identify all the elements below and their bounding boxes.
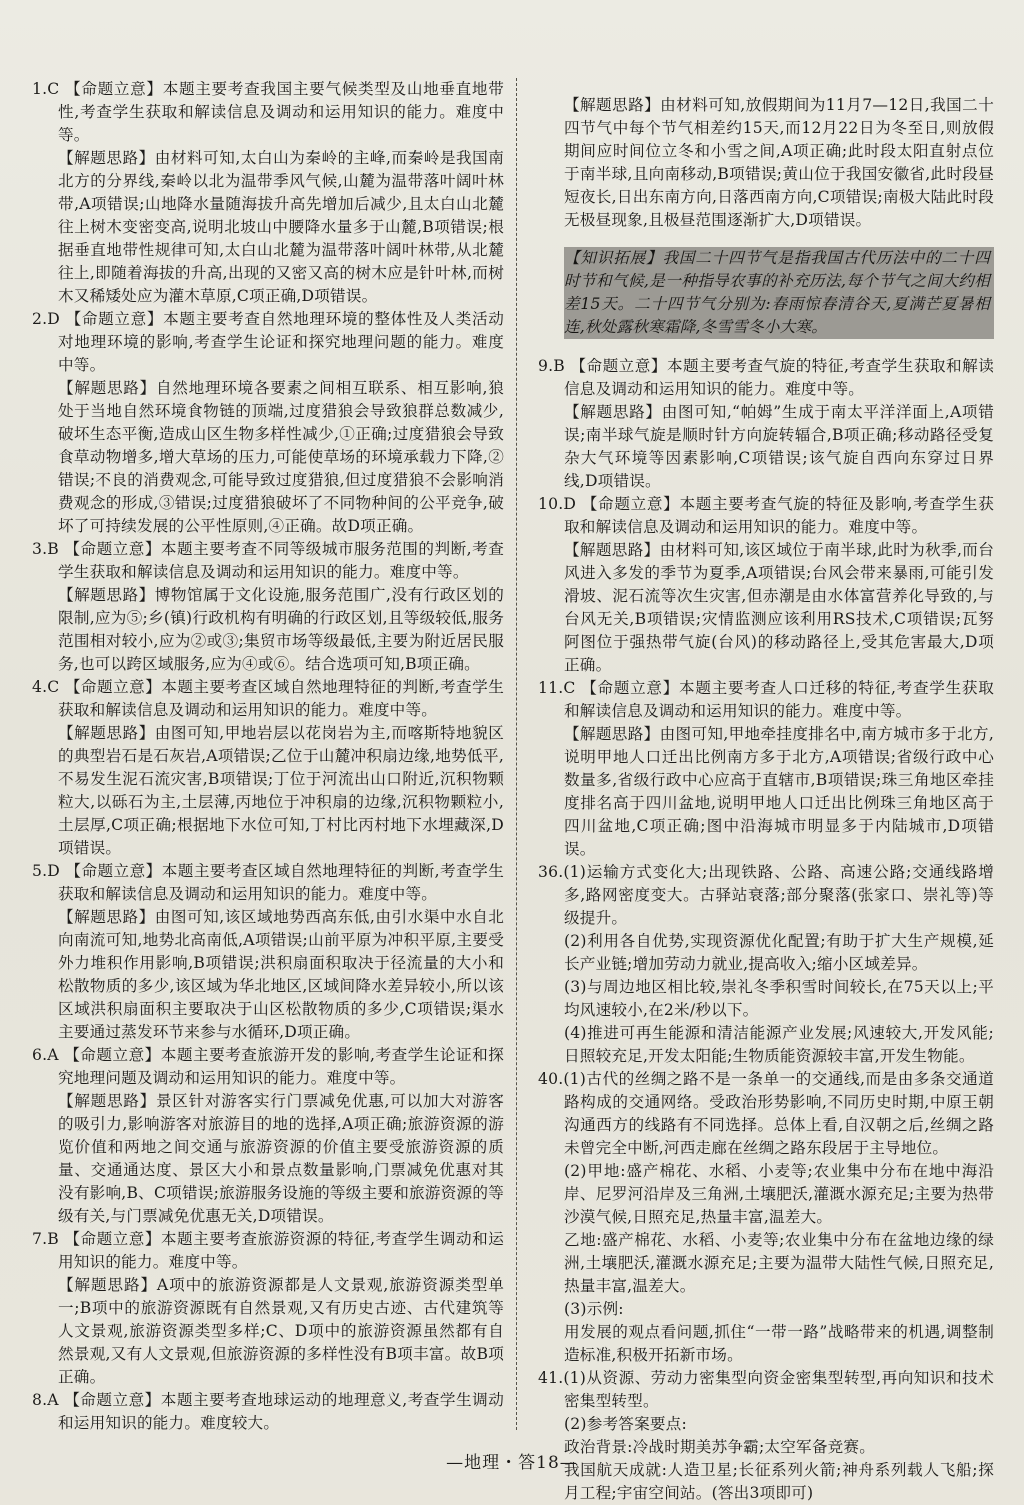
item-8-explanation: 【解题思路】由材料可知,放假期间为11月7—12日,我国二十四节气中每个节气相差约15天,而12月22日为冬至日,则放假期间应时间位立冬和小雪之间,A项正确;此时段太阳直射点位于南半球,且向南移动,B项错误;黄山位于我国安徽省,此时段昼短夜长,日出东南方向,日落西南方向,C项错误;南极大陆此时段无极昼现象,且极昼范围逐渐扩大,D项错误。 [564, 95, 994, 229]
answer-item-8 [32, 1389, 504, 1435]
item-lead: 4.C 【命题立意】本题主要考查区域自然地理特征的判断,考查学生获取和解读信息及调动和运用知识的能力。难度中等。 [32, 678, 504, 719]
item-explanation: 【解题思路】博物馆属于文化设施,服务范围广,没有行政区划的限制,应为⑤;乡(镇)行政机构有明确的行政区划,且等级较低,服务范围相对较小,应为②或③;集贸市场等级最低,主要为附近居民服务,也可以跨区域服务,应为④或⑥。结合选项可知,B项正确。 [58, 586, 504, 673]
item-explanation: 【解题思路】由图可知,甲地牵挂度排名中,南方城市多于北方,说明甲地人口迁出比例南方多于北方,A项错误;省级行政中心数量多,省级行政中心应高于直辖市,B项错误;珠三角地区牵挂度排名高于四川盆地,说明甲地人口迁出比例珠三角地区高于四川盆地,C项正确;图中沿海城市明显多于内陆城市,D项错误。 [564, 724, 994, 858]
item-lead: 40.(1)古代的丝绸之路不是一条单一的交通线,而是由多条交通道路构成的交通网络。受政治形势影响,不同历史时期,中原王朝沟通西方的线路有不同选择。总体上看,自汉朝之后,丝绸之路未曾完全中断,河西走廊在丝绸之路东段居于主导地位。 [538, 1069, 994, 1157]
item-part: (2)参考答案要点: [564, 1414, 687, 1433]
item-lead: 36.(1)运输方式变化大;出现铁路、公路、高速公路;交通线路增多,路网密度变大。古驿站衰落;部分聚落(张家口、崇礼等)等级提升。 [538, 862, 994, 927]
item-part: 我国航天成就:人造卫星;长征系列火箭;神舟系列载人飞船;探月工程;宇宙空间站。(答出3项即可) [564, 1460, 994, 1502]
item-explanation: 【解题思路】A项中的旅游资源都是人文景观,旅游资源类型单一;B项中的旅游资源既有自然景观,又有历史古迹、古代建筑等人文景观,旅游资源类型多样;C、D项中的旅游资源虽然都有自然景观,又有人文景观,但旅游资源的多样性没有B项丰富。故B项正确。 [58, 1276, 504, 1386]
item-lead: 11.C 【命题立意】本题主要考查人口迁移的特征,考查学生获取和解读信息及调动和运用知识的能力。难度中等。 [538, 678, 994, 720]
column-divider [516, 78, 517, 1430]
answer-item-36 [538, 861, 994, 1068]
item-part: 政治背景:冷战时期美苏争霸;太空军备竞赛。 [564, 1437, 875, 1456]
item-explanation: 【解题思路】由材料可知,太白山为秦岭的主峰,而秦岭是我国南北方的分界线,秦岭以北为温带季风气候,山麓为温带落叶阔叶林带,A项错误;山地降水量随海拔升高先增加后减少,且太白山北麓往上树木变密变高,说明北坡山中腰降水量多于山麓,B项错误;根据垂直地带性规律可知,太白山北麓为温带落叶阔叶林带,从北麓往上,即随着海拔的升高,出现的又密又高的树木应是针叶林,而树木又稀矮处应为灌木草原,C项正确,D项错误。 [58, 149, 504, 305]
item-lead: 6.A 【命题立意】本题主要考查旅游开发的影响,考查学生论证和探究地理问题及调动和运用知识的能力。难度中等。 [32, 1046, 504, 1087]
item-lead: 3.B 【命题立意】本题主要考查不同等级城市服务范围的判断,考查学生获取和解读信息及调动和运用知识的能力。难度中等。 [32, 540, 504, 581]
answer-item-9 [538, 355, 994, 493]
item-explanation: 【解题思路】由图可知,该区域地势西高东低,由引水渠中水自北向南流可知,地势北高南低,A项错误;山前平原为冲积平原,主要受外力堆积作用影响,B项错误;洪积扇面积取决于径流量的大小和松散物质的多少,该区域为华北地区,区域间降水差异较小,所以该区域洪积扇面积主要取决于山区松散物质的多少,C项错误;渠水主要通过蒸发环节来参与水循环,D项正确。 [58, 908, 504, 1041]
left-column [32, 78, 504, 1435]
item-explanation: 【解题思路】由图可知,“帕姆”生成于南太平洋洋面上,A项错误;南半球气旋是顺时针方向旋转辐合,B项正确;移动路径受复杂大气环境等因素影响,C项错误;该气旋自西向东穿过日界线,D项错误。 [564, 402, 994, 490]
answer-item-11 [538, 677, 994, 861]
item-part: (3)示例: [564, 1299, 624, 1318]
page-footer: —地理・答18— [446, 1453, 578, 1473]
item-lead: 5.D 【命题立意】本题主要考查区域自然地理特征的判断,考查学生获取和解读信息及调动和运用知识的能力。难度中等。 [32, 862, 504, 903]
item-lead: 41.(1)从资源、劳动力密集型向资金密集型转型,再向知识和技术密集型转型。 [538, 1368, 994, 1410]
answer-item-5 [32, 860, 504, 1044]
answer-item-1 [32, 78, 504, 308]
item-part: 乙地:盛产棉花、水稻、小麦等;农业集中分布在盆地边缘的绿洲,土壤肥沃,灌溉水源充足;主要为温带大陆性气候,日照充足,热量丰富,温差大。 [564, 1230, 994, 1295]
item-part: (3)与周边地区相比较,崇礼冬季积雪时间较长,在75天以上;平均风速较小,在2米/秒以下。 [564, 977, 994, 1019]
answer-item-6 [32, 1044, 504, 1228]
answer-item-3 [32, 538, 504, 676]
item-explanation: 【解题思路】景区针对游客实行门票减免优惠,可以加大对游客的吸引力,影响游客对旅游目的地的选择,A项正确;旅游资源的游览价值和两地之间交通与旅游资源的价值主要受旅游资源的质量、交通通达度、景区大小和景点数量影响,门票减免优惠对其没有影响,B、C项错误;旅游服务设施的等级主要和旅游资源的等级有关,与门票减免优惠无关,D项错误。 [58, 1092, 504, 1225]
item-part: (2)甲地:盛产棉花、水稻、小麦等;农业集中分布在地中海沿岸、尼罗河沿岸及三角洲,土壤肥沃,灌溉水源充足;主要为热带沙漠气候,日照充足,热量丰富,温差大。 [564, 1161, 994, 1226]
right-column [538, 78, 994, 1505]
answer-item-2 [32, 308, 504, 538]
item-part: (4)推进可再生能源和清洁能源产业发展;风速较大,开发风能;日照较充足,开发太阳能;生物质能资源较丰富,开发生物能。 [564, 1023, 994, 1065]
item-lead: 7.B 【命题立意】本题主要考查旅游资源的特征,考查学生调动和运用知识的能力。难度中等。 [32, 1230, 504, 1271]
answer-item-41 [538, 1367, 994, 1505]
answer-item-40 [538, 1068, 994, 1367]
item-explanation: 【解题思路】由材料可知,该区域位于南半球,此时为秋季,而台风进入多发的季节为夏季,A项错误;台风会带来暴雨,可能引发滑坡、泥石流等次生灾害,但赤潮是由水体富营养化导致的,与台风无关,B项错误;灾情监测应该利用RS技术,C项错误;瓦努阿图位于强热带气旋(台风)的移动路径上,受其危害最大,D项正确。 [564, 540, 994, 674]
item-lead: 8.A 【命题立意】本题主要考查地球运动的地理意义,考查学生调动和运用知识的能力。难度较大。 [32, 1391, 504, 1432]
item-part: (2)利用各自优势,实现资源优化配置;有助于扩大生产规模,延长产业链;增加劳动力就业,提高收入;缩小区域差异。 [564, 931, 994, 973]
answer-item-4 [32, 676, 504, 860]
item-part: 用发展的观点看问题,抓住“一带一路”战略带来的机遇,调整制造标准,积极开拓新市场。 [564, 1322, 994, 1364]
item-lead: 2.D 【命题立意】本题主要考查自然地理环境的整体性及人类活动对地理环境的影响,考查学生论证和探究地理问题的能力。难度中等。 [32, 310, 504, 374]
answer-item-10 [538, 493, 994, 677]
knowledge-box: 【知识拓展】我国二十四节气是指我国古代历法中的二十四时节和气候,是一种指导农事的补充历法,每个节气之间大约相差15天。二十四节气分别为:春雨惊春清谷天,夏满芒夏暑相连,秋处露秋寒霜降,冬雪雪冬小大寒。 [564, 247, 994, 339]
item-lead: 1.C 【命题立意】本题主要考查我国主要气候类型及山地垂直地带性,考查学生获取和解读信息及调动和运用知识的能力。难度中等。 [32, 80, 504, 144]
item-lead: 10.D 【命题立意】本题主要考查气旋的特征及影响,考查学生获取和解读信息及调动和运用知识的能力。难度中等。 [538, 494, 994, 536]
item-lead: 9.B 【命题立意】本题主要考查气旋的特征,考查学生获取和解读信息及调动和运用知识的能力。难度中等。 [538, 356, 994, 398]
answer-item-7 [32, 1228, 504, 1389]
item-explanation: 【解题思路】自然地理环境各要素之间相互联系、相互影响,狼处于当地自然环境食物链的顶端,过度猎狼会导致狼群总数减少,破坏生态平衡,造成山区生物多样性减少,①正确;过度猎狼会导致食草动物增多,增大草场的压力,可能使草场的环境承载力下降,②错误;不良的消费观念,可能导致过度猎狼,但过度猎狼不会影响消费观念的形成,③错误;过度猎狼破坏了不同物种间的公平竞争,破坏了可持续发展的公平性原则,④正确。故D项正确。 [58, 379, 504, 535]
item-explanation: 【解题思路】由图可知,甲地岩层以花岗岩为主,而喀斯特地貌区的典型岩石是石灰岩,A项错误;乙位于山麓冲积扇边缘,地势低平,不易发生泥石流灾害,B项错误;丁位于河流出山口附近,沉积物颗粒大,以砾石为主,土层薄,丙地位于冲积扇的边缘,沉积物颗粒小,土层厚,C项正确;根据地下水位可知,丁村比丙村地下水埋藏深,D项错误。 [58, 724, 504, 857]
